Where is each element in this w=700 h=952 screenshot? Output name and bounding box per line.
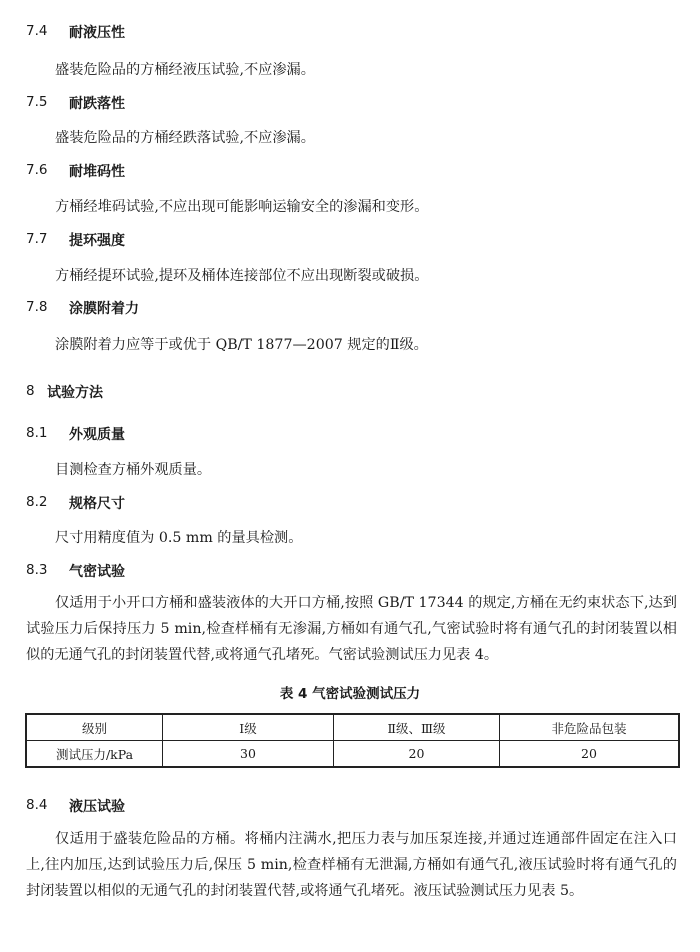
- section-text: 方桶经提环试验,提环及桶体连接部位不应出现断裂或破损。: [55, 268, 429, 284]
- table-caption: 表 4 气密试验测试压力: [279, 686, 421, 702]
- section-number: 8.1: [26, 425, 48, 441]
- table-header-cell: Ⅰ级: [163, 714, 334, 741]
- section-title: 耐液压性: [69, 25, 125, 41]
- table-cell: 20: [500, 741, 680, 768]
- section-title: 外观质量: [69, 427, 125, 443]
- section-number: 8.3: [26, 562, 48, 578]
- section-number: 7.4: [26, 23, 48, 39]
- section-text: 涂膜附着力应等于或优于 QB/T 1877—2007 规定的Ⅱ级。: [55, 337, 428, 353]
- table-header-cell: 非危险品包装: [500, 714, 680, 741]
- section-title: 耐堆码性: [69, 164, 125, 180]
- pressure-table: [25, 713, 680, 768]
- section-number: 7.7: [26, 231, 48, 247]
- table-header-row: [26, 714, 679, 741]
- table-header-cell: 级别: [26, 714, 163, 741]
- chapter-number: 8: [26, 383, 35, 399]
- table-row: [26, 741, 679, 768]
- section-title: 耐跌落性: [69, 96, 125, 112]
- section-number: 7.6: [26, 162, 48, 178]
- table-cell: 30: [163, 741, 334, 768]
- table-header-cell: Ⅱ级、Ⅲ级: [334, 714, 500, 741]
- table-cell: 20: [334, 741, 500, 768]
- section-title: 液压试验: [69, 799, 125, 815]
- section-text: 尺寸用精度值为 0.5 mm 的量具检测。: [55, 530, 303, 546]
- section-number: 8.2: [26, 494, 48, 510]
- section-number: 8.4: [26, 797, 48, 813]
- section-text: 盛装危险品的方桶经液压试验,不应渗漏。: [55, 62, 315, 78]
- table-cell: 测试压力/kPa: [26, 741, 163, 768]
- section-title: 规格尺寸: [69, 496, 125, 512]
- section-text: 目测检查方桶外观质量。: [55, 462, 212, 478]
- section-text: 方桶经堆码试验,不应出现可能影响运输安全的渗漏和变形。: [55, 199, 429, 215]
- section-number: 7.5: [26, 94, 48, 110]
- section-title: 涂膜附着力: [69, 301, 139, 317]
- section-number: 7.8: [26, 299, 48, 315]
- section-title: 气密试验: [69, 564, 125, 580]
- section-title: 提环强度: [69, 233, 125, 249]
- section-text: 盛装危险品的方桶经跌落试验,不应渗漏。: [55, 130, 315, 146]
- section-paragraph: 仅适用于盛装危险品的方桶。将桶内注满水,把压力表与加压泵连接,并通过连通部件固定在注入口上,往内加压,达到试验压力后,保压 5 min,检查样桶有无泄漏,方桶如有通气孔,液压试验时将有通气孔的封闭装置以相似的无通气孔的封闭装置代替,或将通气孔堵死。液压试验测试压力见表 5。: [26, 831, 677, 899]
- section-paragraph: 仅适用于小开口方桶和盛装液体的大开口方桶,按照 GB/T 17344 的规定,方桶在无约束状态下,达到试验压力后保持压力 5 min,检查样桶有无渗漏,方桶如有通气孔,气密试验时将有通气孔的封闭装置以相似的无通气孔的封闭装置代替,或将通气孔堵死。气密试验测试压力见表 4。: [26, 595, 677, 663]
- chapter-title: 试验方法: [47, 385, 103, 401]
